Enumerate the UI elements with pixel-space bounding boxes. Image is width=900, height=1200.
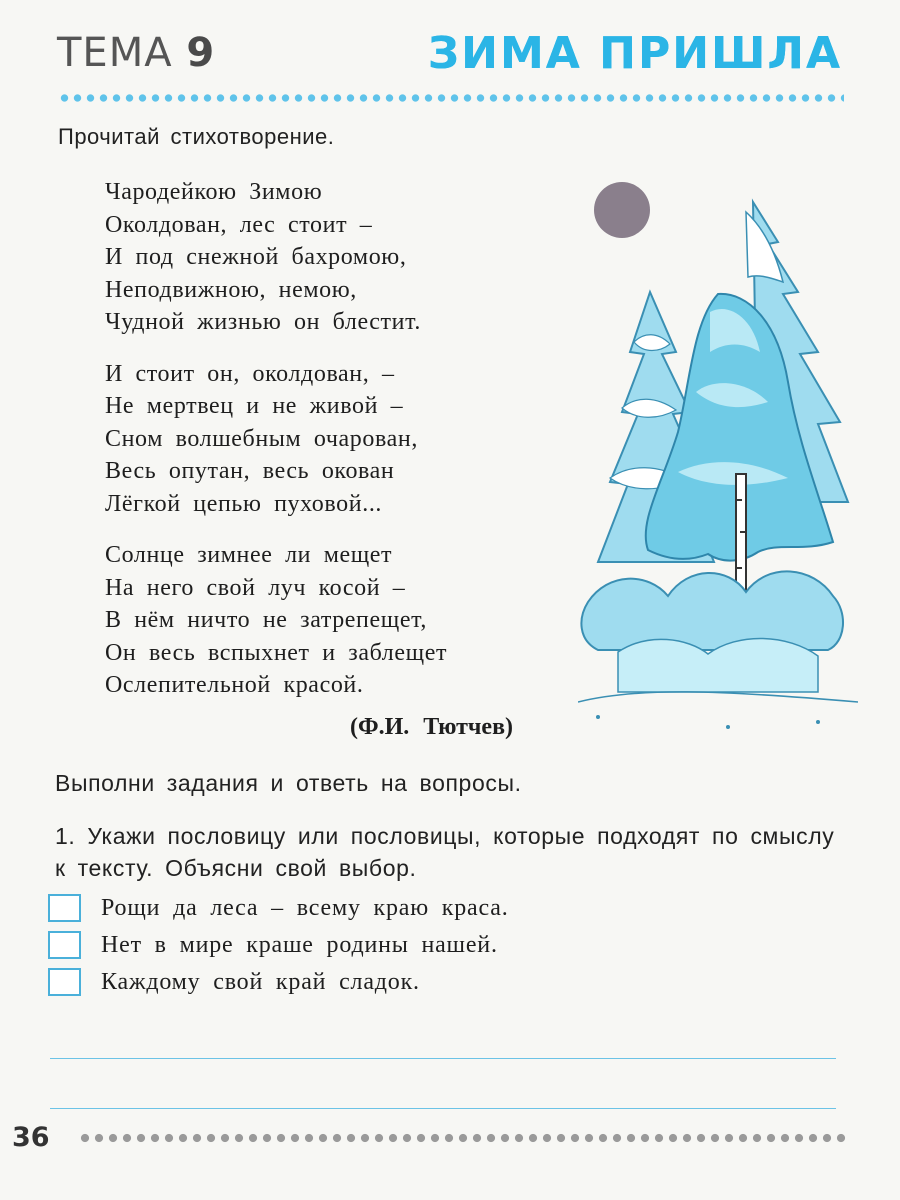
answer-line[interactable]: [50, 1108, 836, 1109]
poem-line: И под снежной бахромою,: [105, 244, 407, 270]
poem-stanza: [105, 176, 585, 339]
page-number: 36: [12, 1122, 50, 1153]
poem-stanza: [105, 358, 585, 521]
poem-line: Неподвижною, немою,: [105, 276, 357, 303]
poem-line: Сном волшебным очарован,: [105, 425, 418, 452]
topic-number: 9: [186, 30, 216, 76]
reading-instruction: Прочитай стихотворение.: [58, 124, 335, 149]
poem: [105, 176, 585, 721]
option-text: Каждому свой край сладок.: [101, 968, 420, 995]
tasks-heading: Выполни задания и ответь на вопросы.: [55, 770, 522, 796]
poem-author: (Ф.И. Тютчев): [350, 714, 514, 740]
proverb-option: [48, 964, 509, 1000]
poem-line: В нём ничто не затрепещет,: [105, 607, 427, 633]
topic-word: ТЕМА: [57, 30, 173, 76]
poem-line: Лёгкой цепью пуховой...: [105, 490, 383, 517]
poem-line: Не мертвец и не живой –: [105, 393, 404, 419]
question-1: 1. Укажи пословицу или пословицы, которые подходят по смыслу к тексту. Объясни свой выбор.: [55, 823, 835, 881]
proverb-option: [48, 890, 509, 926]
page-title: ЗИМА ПРИШЛА: [427, 28, 842, 79]
poem-line: Чудной жизнью он блестит.: [105, 309, 421, 335]
option-text: Рощи да леса – всему краю краса.: [101, 894, 509, 921]
option-text: Нет в мире краше родины нашей.: [101, 931, 498, 958]
proverb-option: [48, 927, 509, 963]
moon-icon: [594, 182, 650, 238]
poem-line: Он весь вспыхнет и заблещет: [105, 639, 448, 666]
snow-drift: [581, 571, 843, 650]
poem-stanza: [105, 539, 585, 702]
poem-line: Ослепительной красой.: [105, 672, 364, 698]
header-dotted-divider: [58, 92, 844, 104]
poem-line: Чародейкою Зимою: [105, 179, 323, 205]
proverb-options: [48, 890, 509, 1001]
option-checkbox[interactable]: [48, 968, 81, 996]
option-checkbox[interactable]: [48, 931, 81, 959]
answer-line[interactable]: [50, 1058, 836, 1059]
topic-label: [57, 30, 215, 76]
poem-line: На него свой луч косой –: [105, 574, 406, 601]
option-checkbox[interactable]: [48, 894, 81, 922]
poem-line: Солнце зимнее ли мещет: [105, 542, 393, 568]
poem-line: Весь опутан, весь окован: [105, 458, 395, 484]
poem-line: Околдован, лес стоит –: [105, 211, 373, 238]
poem-line: И стоит он, околдован, –: [105, 360, 395, 387]
footer-dotted-divider: [78, 1131, 848, 1145]
winter-forest-illustration: [578, 182, 858, 732]
